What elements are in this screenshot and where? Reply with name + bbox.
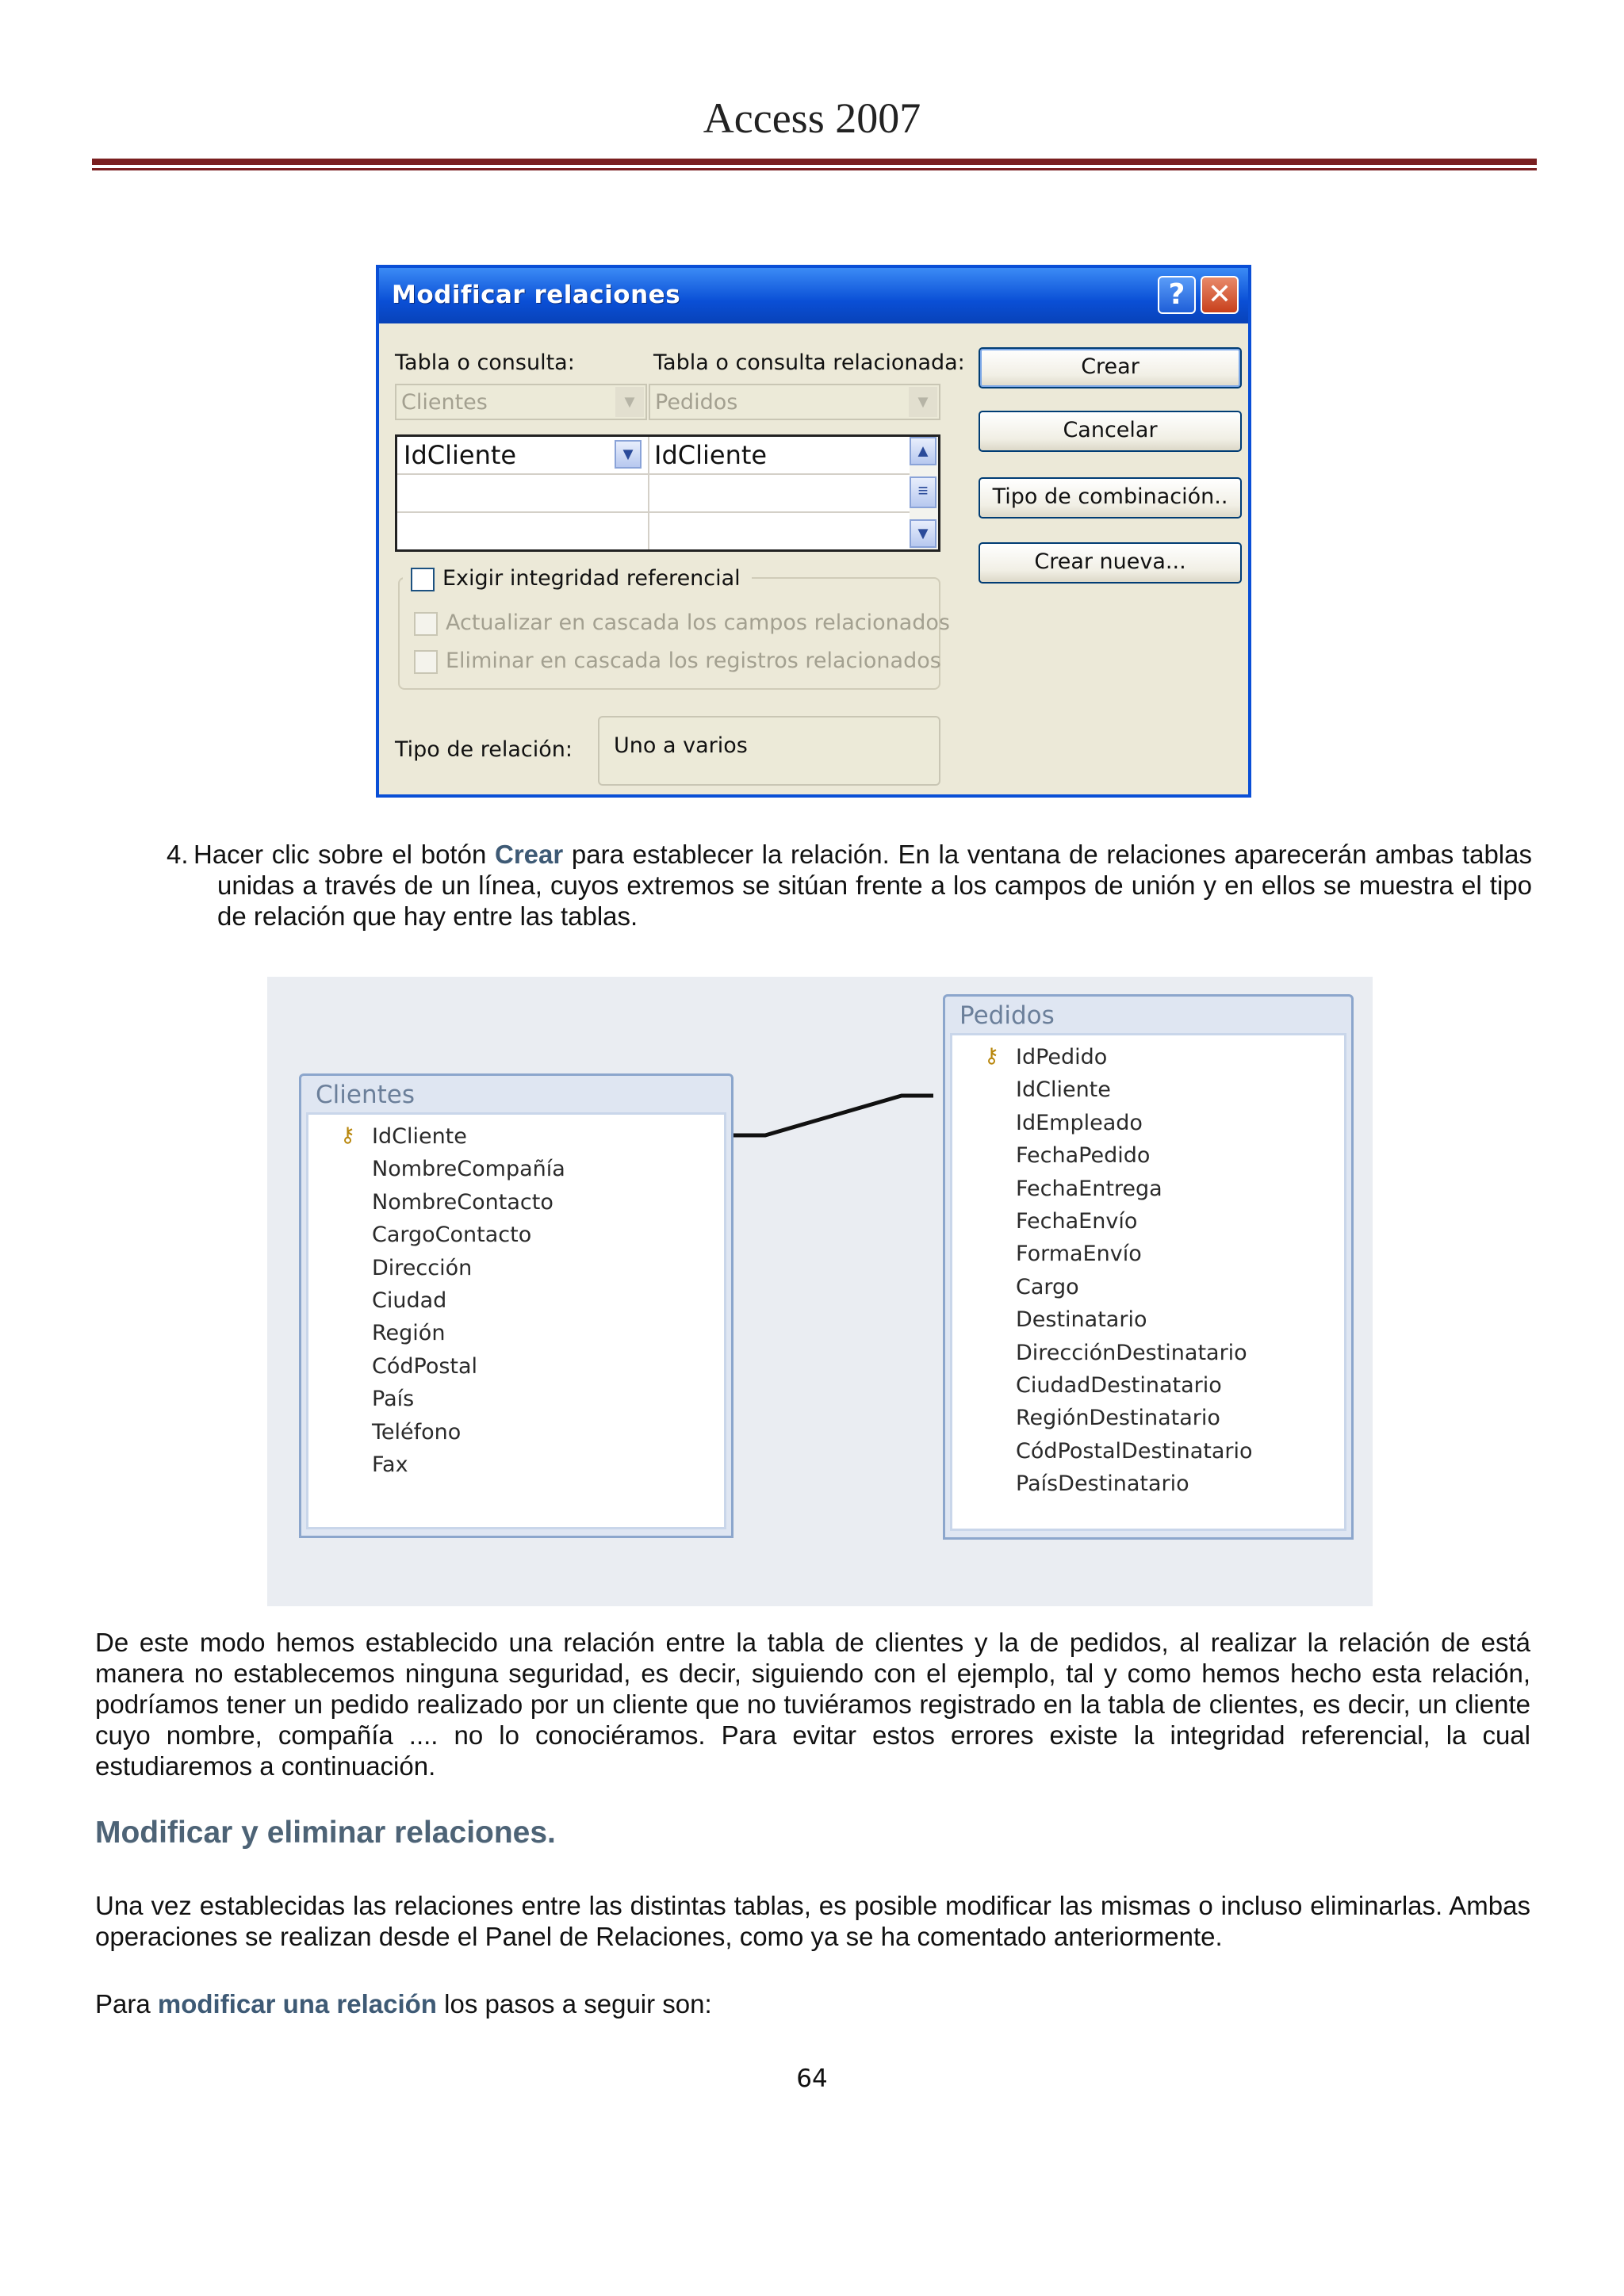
pedidos-field-row[interactable] [952, 1074, 1344, 1106]
pedidos-table-title: Pedidos [959, 1001, 1055, 1030]
dialog-titlebar [379, 268, 1248, 323]
step-number: 4. [167, 840, 189, 869]
pedidos-field-name: FormaEnvío [1016, 1242, 1142, 1267]
enforce-integrity-label: Exigir integridad referencial [442, 566, 741, 591]
scroll-up-icon[interactable]: ▲ [910, 437, 936, 465]
clientes-field-row[interactable] [308, 1449, 724, 1481]
pedidos-field-name: IdPedido [1016, 1045, 1108, 1070]
section-heading: Modificar y eliminar relaciones. [95, 1816, 556, 1850]
crear-highlight: Crear [495, 840, 564, 869]
pedidos-field-name: Destinatario [1016, 1307, 1147, 1333]
step-4-text: Hacer clic sobre el botón Crear para establecer la relación. En la ventana de relaciones aparecerán ambas tablas unidas a través de un línea, cuyos extremos se sitúan frente a los campos de unión y en ellos se muestra el tipo de relación que hay entre las tablas. [193, 840, 1532, 931]
related-table-combo [649, 384, 940, 420]
clientes-field-row[interactable] [308, 1318, 724, 1349]
modify-relation-highlight: modificar una relación [157, 1989, 437, 2019]
pedidos-field-row[interactable] [952, 1304, 1344, 1336]
chevron-down-icon: ▼ [615, 387, 644, 417]
join-type-button[interactable]: Tipo de combinación.. [979, 477, 1242, 519]
clientes-field-row[interactable] [308, 1187, 724, 1219]
relationships-diagram [267, 977, 1373, 1606]
pedidos-field-row[interactable] [952, 1140, 1344, 1172]
table-label: Tabla o consulta: [395, 350, 575, 375]
grid-divider [397, 511, 910, 513]
chevron-down-icon: ▼ [909, 387, 937, 417]
create-new-button[interactable]: Crear nueva... [979, 542, 1242, 584]
pedidos-table-window[interactable] [943, 994, 1354, 1540]
modify-relations-dialog [376, 265, 1251, 798]
clientes-table-title: Clientes [316, 1081, 415, 1109]
clientes-field-name: CódPostal [372, 1353, 478, 1379]
related-table-combo-value: Pedidos [655, 390, 738, 415]
clientes-table-window[interactable] [299, 1073, 733, 1538]
pedidos-field-name: CiudadDestinatario [1016, 1373, 1222, 1398]
header-rule-thin [92, 168, 1537, 170]
pedidos-field-row[interactable] [952, 1272, 1344, 1303]
pedidos-field-name: RegiónDestinatario [1016, 1406, 1220, 1431]
paragraph-modify-delete: Una vez establecidas las relaciones entre las distintas tablas, es posible modificar las mismas o incluso eliminarlas. Ambas operaciones se realizan desde el Panel de Relaciones, como ya se ha comentado anteriormente. [95, 1891, 1530, 1951]
scroll-thumb[interactable]: ≡ [910, 476, 936, 508]
clientes-field-name: Región [372, 1321, 446, 1346]
paragraph-integrity-intro: De este modo hemos establecido una relación entre la tabla de clientes y la de pedidos, al realizar la relación de está manera no establecemos ninguna seguridad, es decir, siguiendo con el ejemplo, tal y como hemos hecho esta relación, podríamos tener un pedido realizado por un cliente que no tuviéramos registrado en la tabla de clientes, es decir, un cliente cuyo nombre, compañía .... no lo conociéramos. Para evitar estos errores existe la integridad referencial, la cual estudiaremos a continuación. [95, 1628, 1530, 1781]
clientes-field-name: IdCliente [372, 1124, 467, 1149]
pedidos-field-list [950, 1033, 1346, 1531]
relation-type-value: Uno a varios [614, 733, 748, 758]
table-combo-value: Clientes [401, 390, 488, 415]
clientes-field-row[interactable] [308, 1121, 724, 1153]
pedidos-field-name: IdEmpleado [1016, 1110, 1143, 1135]
page-header-title: Access 2007 [703, 94, 921, 142]
pedidos-field-row[interactable] [952, 1402, 1344, 1434]
clientes-field-name: NombreContacto [372, 1189, 553, 1215]
create-button[interactable]: Crear [979, 347, 1242, 388]
relation-type-label: Tipo de relación: [395, 737, 573, 762]
primary-key-icon: ⚷ [340, 1123, 356, 1146]
clientes-field-name: Ciudad [372, 1288, 447, 1313]
clientes-field-row[interactable] [308, 1253, 724, 1284]
clientes-field-list [306, 1112, 726, 1529]
table-combo [395, 384, 647, 420]
chevron-down-icon[interactable]: ▼ [615, 440, 642, 469]
relation-type-box [598, 716, 940, 786]
group-legend [403, 563, 752, 595]
scroll-down-icon[interactable]: ▼ [910, 519, 936, 548]
cascade-update-label: Actualizar en cascada los campos relacionados [446, 610, 950, 635]
grid-divider [397, 473, 910, 475]
pedidos-field-name: FechaPedido [1016, 1143, 1151, 1169]
clientes-field-row[interactable] [308, 1417, 724, 1448]
field-mapping-grid [395, 434, 940, 552]
pedidos-field-name: CódPostalDestinatario [1016, 1438, 1253, 1464]
pedidos-field-name: PaísDestinatario [1016, 1471, 1189, 1497]
related-table-label: Tabla o consulta relacionada: [653, 350, 965, 375]
pedidos-field-row[interactable] [952, 1370, 1344, 1402]
clientes-field-name: Fax [372, 1452, 408, 1477]
pedidos-field-row[interactable] [952, 1436, 1344, 1468]
dialog-title: Modificar relaciones [392, 281, 681, 309]
clientes-field-name: NombreCompañía [372, 1157, 565, 1182]
pedidos-field-row[interactable] [952, 1108, 1344, 1139]
primary-key-icon: ⚷ [984, 1043, 1000, 1067]
pedidos-field-name: Cargo [1016, 1274, 1079, 1299]
grid-divider [648, 437, 649, 549]
pedidos-field-row[interactable] [952, 1173, 1344, 1205]
pedidos-field-name: DirecciónDestinatario [1016, 1340, 1247, 1365]
clientes-field-name: Teléfono [372, 1419, 462, 1445]
grid-left-field[interactable]: IdCliente [404, 440, 517, 470]
cascade-update-checkbox [414, 612, 438, 636]
pedidos-field-name: FechaEnvío [1016, 1209, 1138, 1234]
cascade-delete-label: Eliminar en cascada los registros relacionados [446, 649, 941, 673]
enforce-integrity-checkbox[interactable] [411, 568, 435, 591]
close-icon[interactable]: ✕ [1201, 276, 1239, 314]
clientes-field-name: Dirección [372, 1255, 473, 1280]
pedidos-field-row[interactable] [952, 1238, 1344, 1270]
page-number: 64 [796, 2064, 828, 2093]
clientes-field-row[interactable] [308, 1351, 724, 1383]
header-rule-thick [92, 159, 1537, 165]
pedidos-field-row[interactable] [952, 1206, 1344, 1238]
clientes-field-name: CargoContacto [372, 1223, 532, 1248]
clientes-field-row[interactable] [308, 1154, 724, 1185]
clientes-field-row[interactable] [308, 1219, 724, 1251]
cancel-button[interactable]: Cancelar [979, 411, 1242, 452]
pedidos-field-name: IdCliente [1016, 1077, 1111, 1103]
pedidos-field-name: FechaEntrega [1016, 1176, 1162, 1201]
clientes-field-row[interactable] [308, 1383, 724, 1415]
grid-scrollbar[interactable] [910, 437, 938, 549]
cascade-delete-checkbox [414, 650, 438, 674]
clientes-field-name: País [372, 1387, 415, 1412]
help-icon[interactable]: ? [1158, 276, 1196, 314]
clientes-field-row[interactable] [308, 1285, 724, 1317]
paragraph-steps-intro: Para modificar una relación los pasos a seguir son: [95, 1989, 712, 2019]
grid-right-field[interactable]: IdCliente [654, 440, 768, 470]
pedidos-field-row[interactable] [952, 1337, 1344, 1369]
pedidos-field-row[interactable] [952, 1042, 1344, 1073]
pedidos-field-row[interactable] [952, 1468, 1344, 1500]
